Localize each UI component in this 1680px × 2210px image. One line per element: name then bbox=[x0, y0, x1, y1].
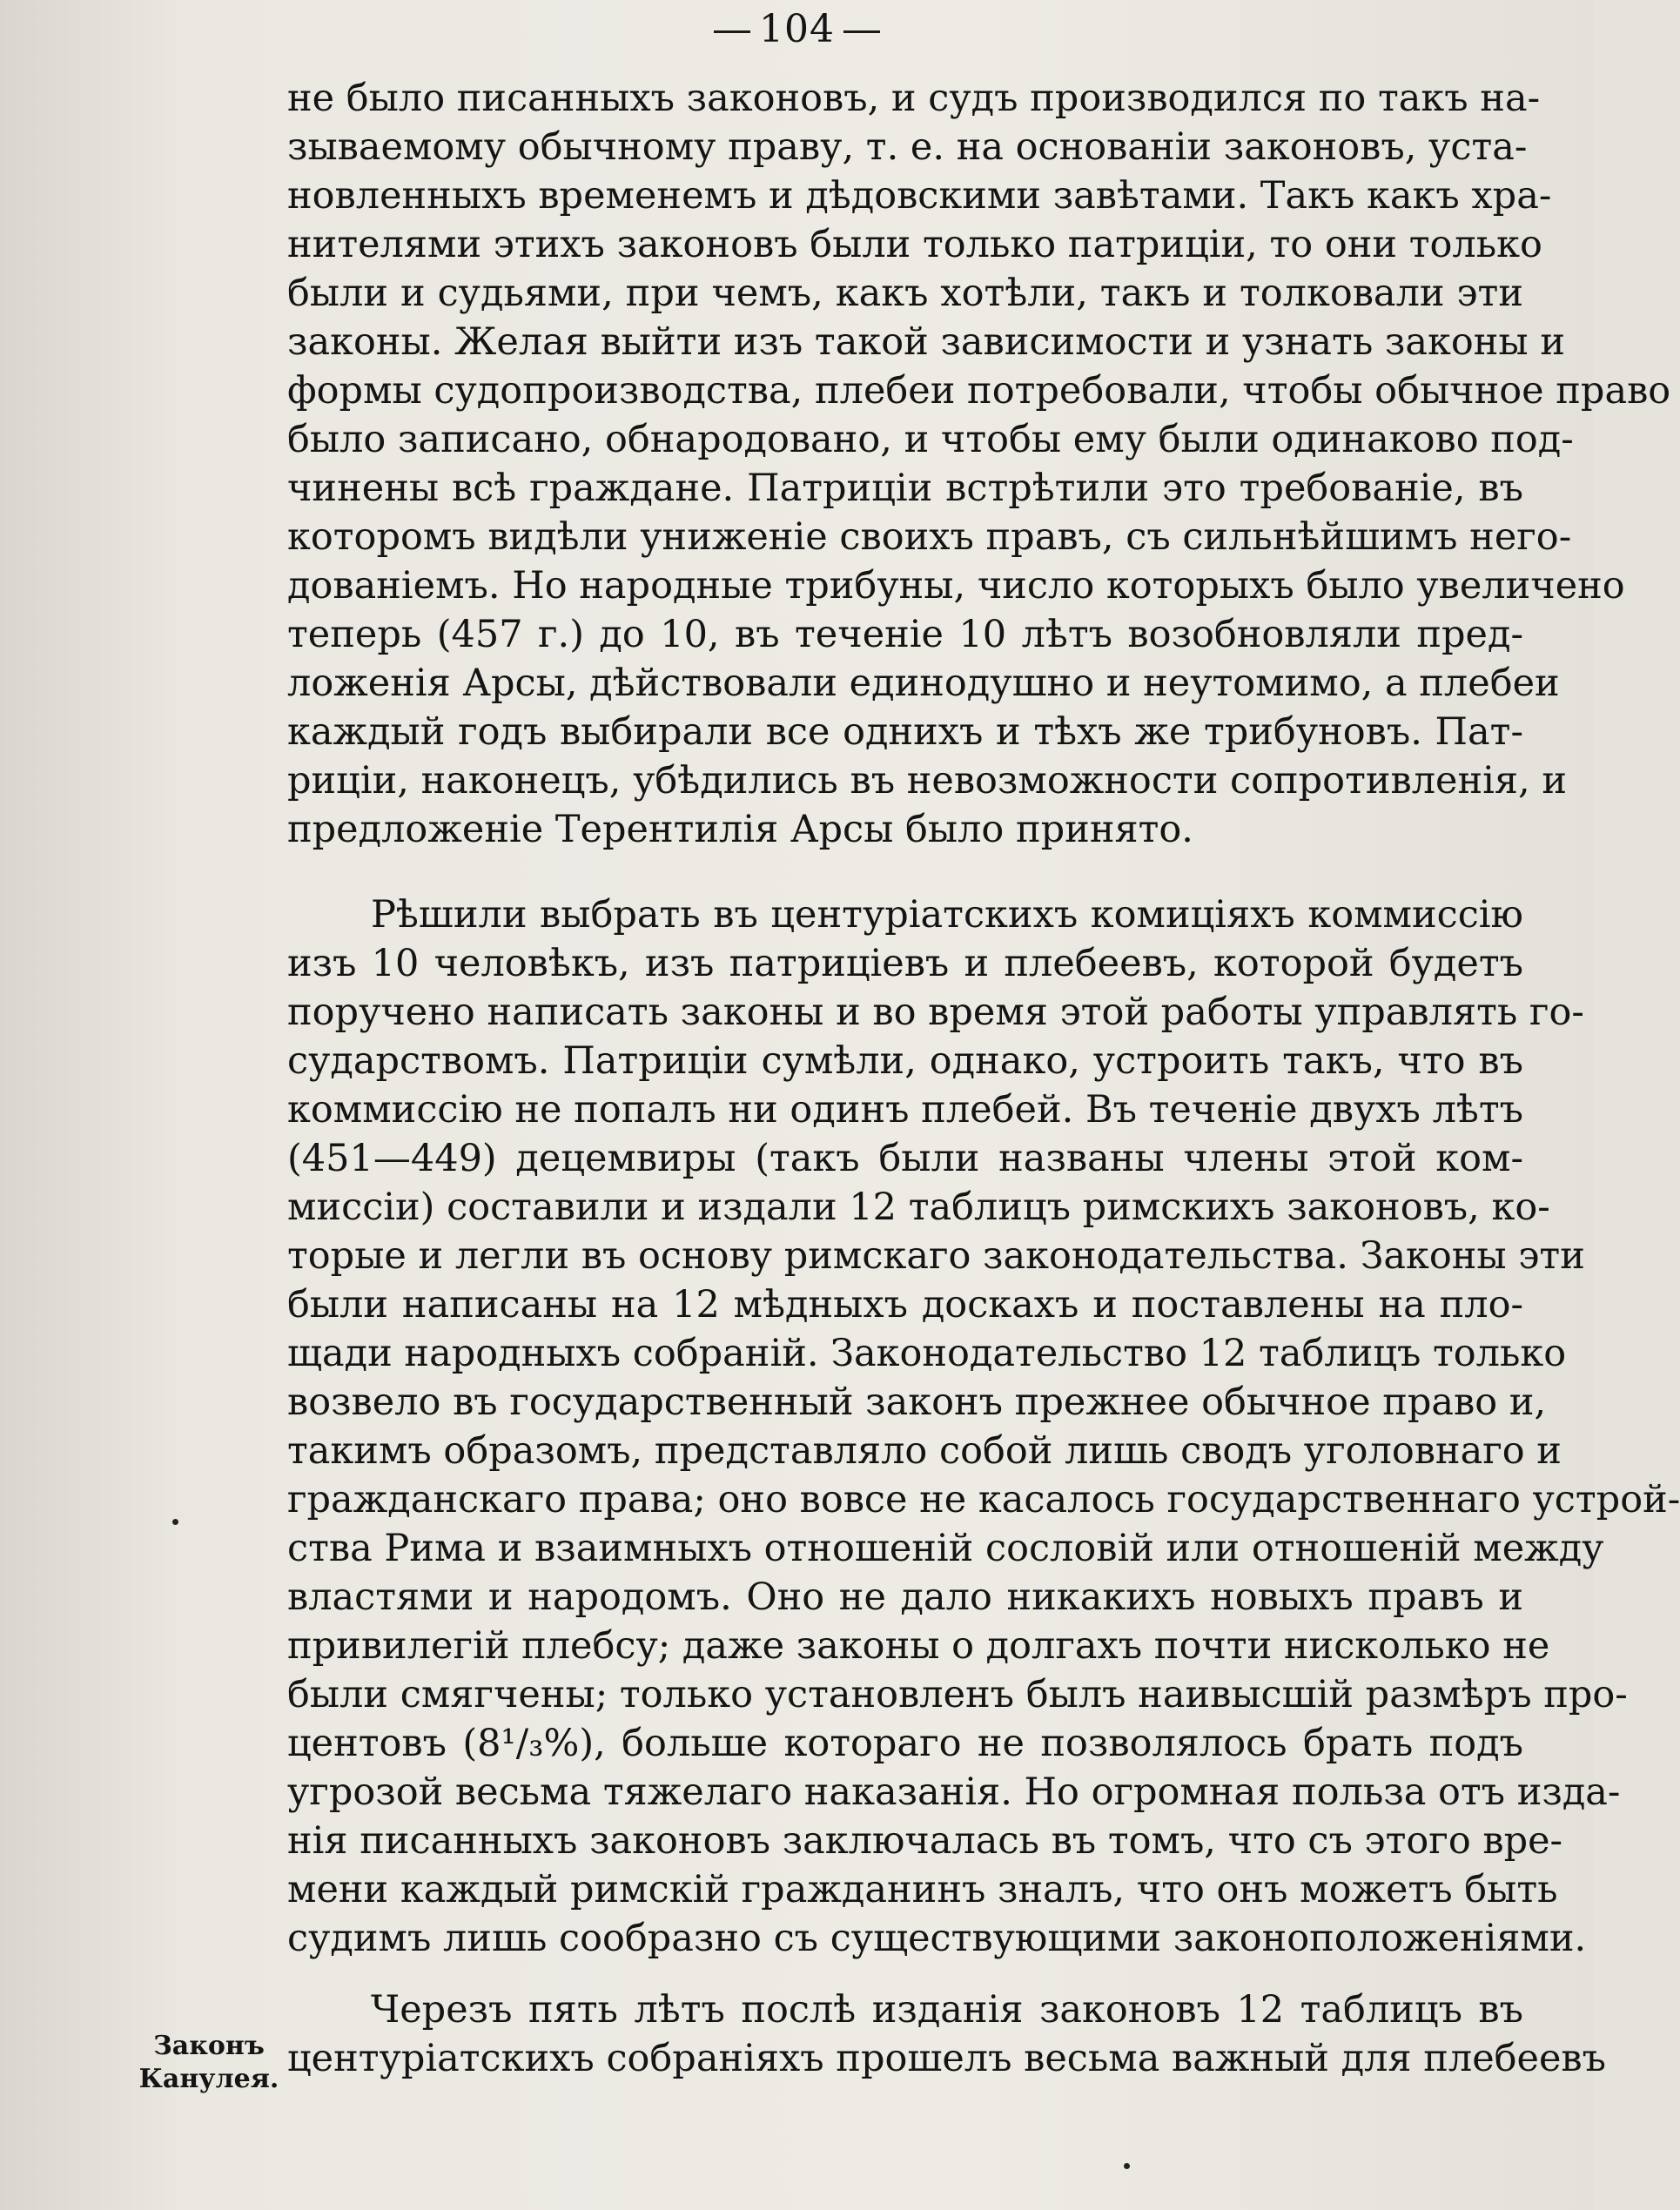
text-line: ложенія Арсы, дѣйствовали единодушно и неутомимо, а плебеи bbox=[287, 662, 1560, 705]
text-line: Рѣшили выбрать въ центуріатскихъ комиціяхъ коммиссію bbox=[371, 893, 1523, 937]
text-line: предложеніе Терентилія Арсы было принято. bbox=[287, 808, 1193, 851]
paragraph-3 bbox=[287, 1985, 1606, 2083]
text-line: нія писанныхъ законовъ заключалась въ томъ, что съ этого вре- bbox=[287, 1819, 1563, 1863]
text-line: щади народныхъ собраній. Законодательство 12 таблицъ только bbox=[287, 1332, 1567, 1375]
text-line: гражданскаго права; оно вовсе не касалось государственнаго устрой- bbox=[287, 1478, 1680, 1521]
page-number: 104 bbox=[0, 7, 1594, 51]
text-line: теперь (457 г.) до 10, въ теченіе 10 лѣтъ возобновляли пред- bbox=[287, 613, 1523, 656]
text-line: риціи, наконецъ, убѣдились въ невозможности сопротивленія, и bbox=[287, 759, 1568, 803]
text-line: дованіемъ. Но народные трибуны, число которыхъ было увеличено bbox=[287, 564, 1625, 608]
margin-note-line: Канулея. bbox=[138, 2064, 279, 2094]
text-line: возвело въ государственный законъ прежнее обычное право и, bbox=[287, 1380, 1547, 1424]
text-line: были и судьями, при чемъ, какъ хотѣли, такъ и толковали эти bbox=[287, 272, 1523, 315]
text-line: привилегій плебсу; даже законы о долгахъ почти нисколько не bbox=[287, 1624, 1550, 1668]
text-line: торые и легли въ основу римскаго законодательства. Законы эти bbox=[287, 1234, 1585, 1278]
text-line: каждый годъ выбирали все однихъ и тѣхъ же трибуновъ. Пат- bbox=[287, 710, 1523, 754]
text-line: властями и народомъ. Оно не дало никакихъ новыхъ правъ и bbox=[287, 1575, 1523, 1619]
text-line: центовъ (8¹/₃%), больше котораго не позволялось брать подъ bbox=[287, 1722, 1523, 1765]
text-line: которомъ видѣли униженіе своихъ правъ, съ сильнѣйшимъ него- bbox=[287, 515, 1572, 559]
text-line: ства Рима и взаимныхъ отношеній сословій или отношеній между bbox=[287, 1527, 1604, 1570]
text-line: сударствомъ. Патриціи сумѣли, однако, устроить такъ, что въ bbox=[287, 1039, 1523, 1083]
text-line: центуріатскихъ собраніяхъ прошелъ весьма важный для плебеевъ bbox=[287, 2037, 1606, 2080]
paragraph-1 bbox=[287, 74, 1671, 854]
text-line: формы судопроизводства, плебеи потребовали, чтобы обычное право bbox=[287, 369, 1671, 413]
text-line: коммиссію не попалъ ни одинъ плебей. Въ теченіе двухъ лѣтъ bbox=[287, 1088, 1523, 1132]
text-line: поручено написать законы и во время этой работы управлять го- bbox=[287, 991, 1584, 1034]
paragraph-2 bbox=[287, 890, 1680, 1963]
text-line: мени каждый римскій гражданинъ зналъ, что онъ можетъ быть bbox=[287, 1868, 1558, 1911]
text-line: было записано, обнародовано, и чтобы ему были одинаково под- bbox=[287, 418, 1574, 461]
print-dot bbox=[1124, 2163, 1130, 2169]
margin-note bbox=[131, 2030, 287, 2096]
text-line: Черезъ пять лѣтъ послѣ изданія законовъ 12 таблицъ въ bbox=[371, 1988, 1523, 2032]
text-line: изъ 10 человѣкъ, изъ патриціевъ и плебеевъ, которой будетъ bbox=[287, 942, 1523, 985]
text-line: такимъ образомъ, представляло собой лишь сводъ уголовнаго и bbox=[287, 1429, 1562, 1473]
margin-note-line: Законъ bbox=[153, 2031, 265, 2061]
text-line: судимъ лишь сообразно съ существующими законоположеніями. bbox=[287, 1917, 1587, 1960]
body-text bbox=[287, 74, 1680, 2083]
print-dot bbox=[172, 1519, 178, 1525]
text-line: не было писанныхъ законовъ, и судъ производился по такъ на- bbox=[287, 77, 1541, 120]
text-line: законы. Желая выйти изъ такой зависимости и узнать законы и bbox=[287, 320, 1565, 364]
text-line: нителями этихъ законовъ были только патриціи, то они только bbox=[287, 223, 1542, 266]
text-line: новленныхъ временемъ и дѣдовскими завѣтами. Такъ какъ хра- bbox=[287, 174, 1552, 218]
text-line: (451—449) децемвиры (такъ были названы члены этой ком- bbox=[287, 1137, 1523, 1180]
text-line: миссіи) составили и издали 12 таблицъ римскихъ законовъ, ко- bbox=[287, 1186, 1550, 1229]
text-line: зываемому обычному праву, т. е. на основаніи законовъ, уста- bbox=[287, 125, 1528, 169]
text-line: угрозой весьма тяжелаго наказанія. Но огромная польза отъ изда- bbox=[287, 1770, 1621, 1814]
text-line: были написаны на 12 мѣдныхъ доскахъ и поставлены на пло- bbox=[287, 1283, 1523, 1327]
text-line: чинены всѣ граждане. Патриціи встрѣтили это требованіе, въ bbox=[287, 467, 1523, 510]
text-line: были смягчены; только установленъ былъ наивысшій размѣръ про- bbox=[287, 1673, 1628, 1716]
